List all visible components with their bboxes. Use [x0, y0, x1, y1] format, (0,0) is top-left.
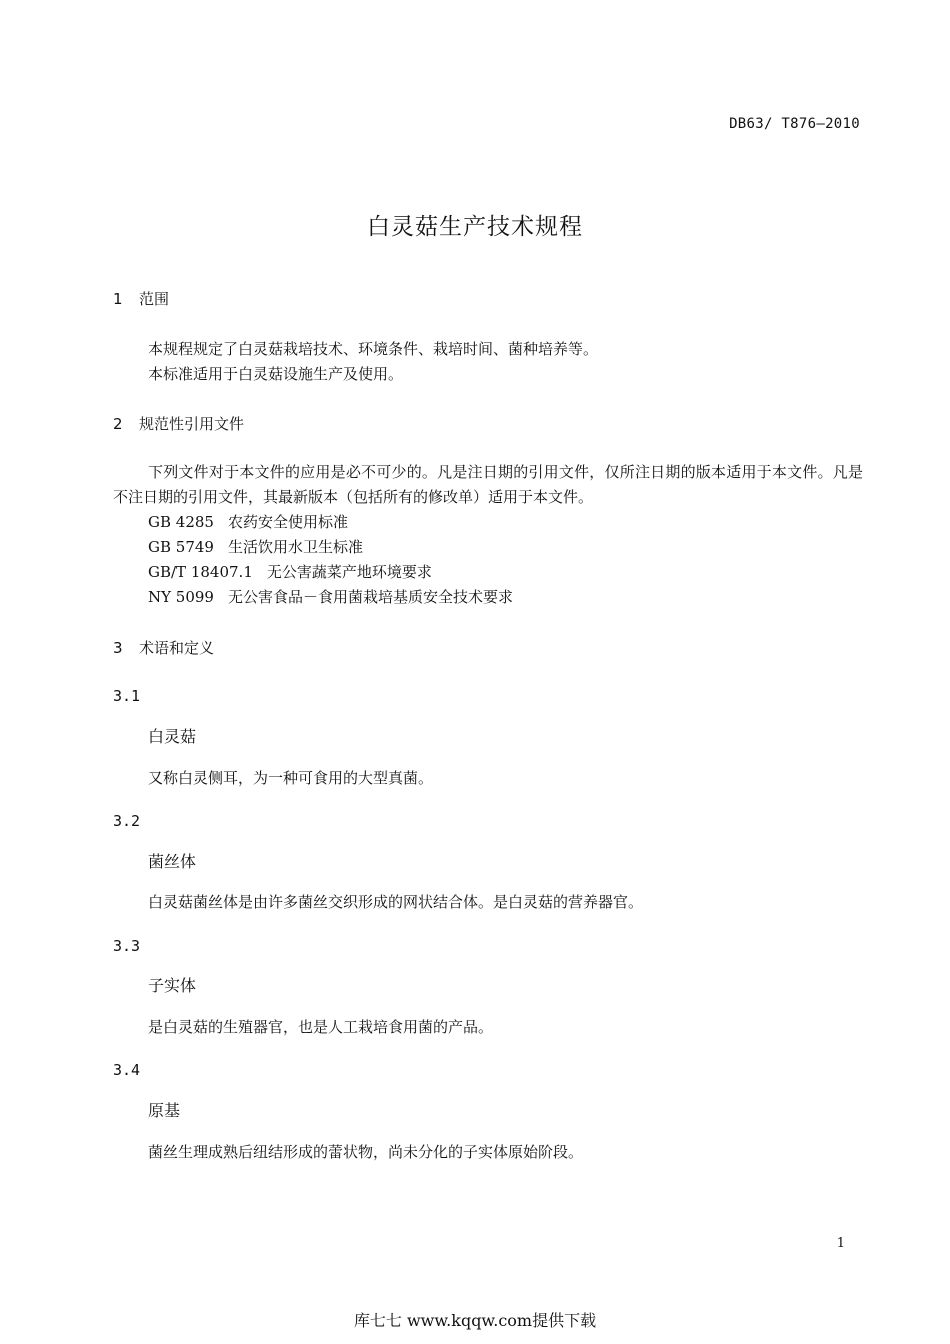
reference-item [148, 536, 363, 557]
section-title: 术语和定义 [139, 639, 215, 657]
reference-title: 无公害蔬菜产地环境要求 [266, 563, 432, 581]
page-number: 1 [836, 1236, 845, 1251]
reference-code: GB 5749 [148, 538, 214, 556]
term-name: 菌丝体 [148, 852, 197, 871]
references-intro-paragraph: 下列文件对于本文件的应用是必不可少的。凡是注日期的引用文件，仅所注日期的版本适用于本文件。凡是不注日期的引用文件，其最新版本（包括所有的修改单）适用于本文件。 [113, 463, 863, 506]
section-number: 2 [113, 415, 123, 433]
download-footer: 库七七 www.kqqw.com提供下载 [353, 1311, 597, 1330]
section-number: 3 [113, 639, 123, 657]
document-title: 白灵菇生产技术规程 [367, 214, 583, 240]
section-heading-normative-references [113, 413, 244, 434]
term-name: 原基 [148, 1101, 181, 1120]
term-number: 3.2 [113, 812, 141, 830]
term-definition: 又称白灵侧耳，为一种可食用的大型真菌。 [148, 769, 434, 787]
term-definition: 菌丝生理成熟后纽结形成的蕾状物，尚未分化的子实体原始阶段。 [148, 1143, 584, 1161]
reference-title: 生活饮用水卫生标准 [227, 538, 363, 556]
reference-title: 农药安全使用标准 [227, 513, 348, 531]
section-number: 1 [113, 290, 123, 308]
section-heading-terms-definitions [113, 637, 214, 658]
term-number: 3.3 [113, 937, 141, 955]
section-title: 规范性引用文件 [139, 415, 245, 433]
term-definition: 白灵菇菌丝体是由许多菌丝交织形成的网状结合体。是白灵菇的营养器官。 [148, 893, 644, 911]
term-number: 3.4 [113, 1061, 141, 1079]
paragraph: 本标准适用于白灵菇设施生产及使用。 [148, 365, 404, 383]
term-name: 白灵菇 [148, 727, 197, 746]
section-title: 范围 [139, 290, 170, 308]
term-definition: 是白灵菇的生殖器官，也是人工栽培食用菌的产品。 [148, 1018, 494, 1036]
reference-item [148, 586, 513, 607]
reference-item [148, 511, 348, 532]
term-name: 子实体 [148, 976, 197, 995]
document-code: DB63/ T876—2010 [729, 116, 860, 132]
reference-code: NY 5099 [148, 588, 214, 606]
term-number: 3.1 [113, 687, 141, 705]
paragraph: 本规程规定了白灵菇栽培技术、环境条件、栽培时间、菌种培养等。 [148, 340, 599, 358]
reference-code: GB/T 18407.1 [148, 563, 253, 581]
reference-title: 无公害食品－食用菌栽培基质安全技术要求 [227, 588, 513, 606]
reference-item [148, 561, 432, 582]
section-heading-scope [113, 288, 169, 309]
reference-code: GB 4285 [148, 513, 214, 531]
